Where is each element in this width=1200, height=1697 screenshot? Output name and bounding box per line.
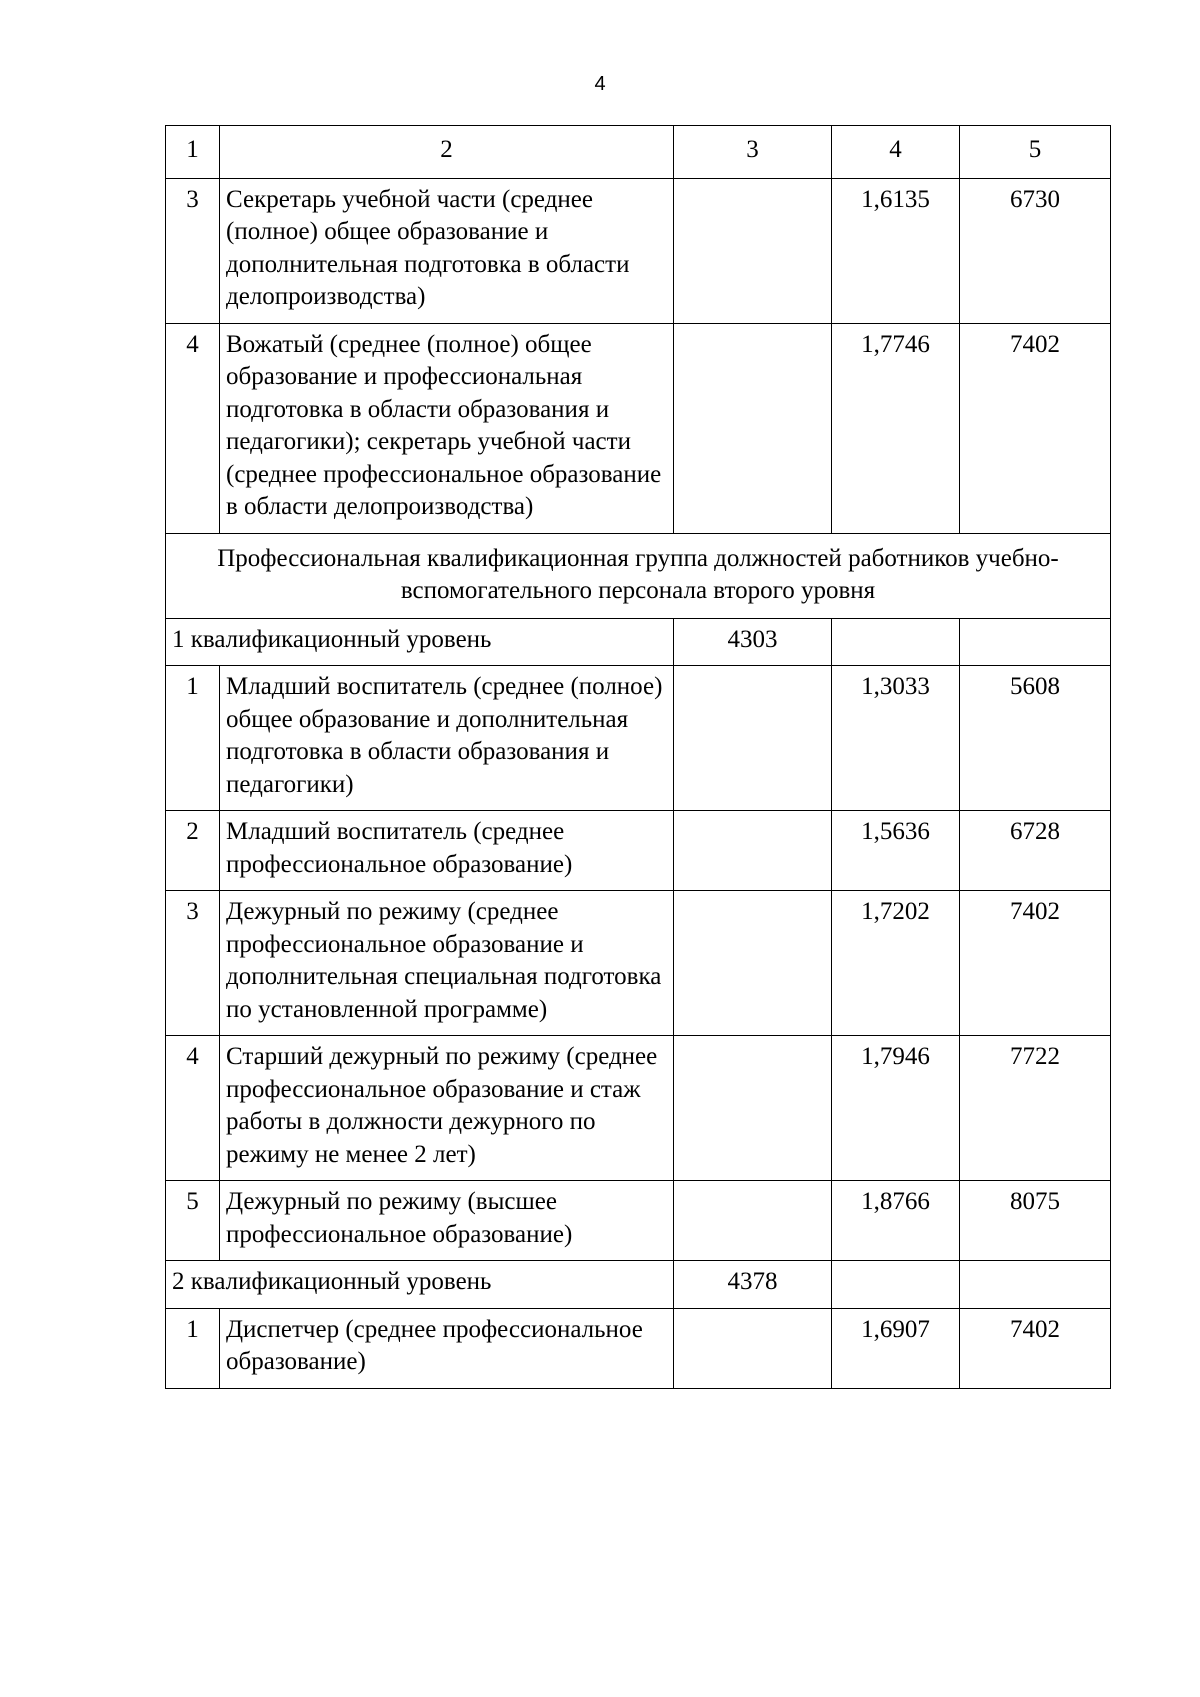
row-number: 5 [166,1181,220,1261]
position-description: Дежурный по режиму (высшее профессиональное образование) [220,1181,674,1261]
qualification-level-row [166,618,1111,666]
base-salary-cell [674,323,832,533]
empty-cell [960,1261,1111,1309]
table-row [166,1181,1111,1261]
base-salary-cell [674,178,832,323]
row-number: 1 [166,1308,220,1388]
salary-cell: 6728 [960,811,1111,891]
column-header: 2 [220,126,674,179]
table-header-row [166,126,1111,179]
salary-cell: 7402 [960,323,1111,533]
salary-cell: 7402 [960,891,1111,1036]
page-number: 4 [594,73,606,95]
salary-cell: 7722 [960,1036,1111,1181]
table-row [166,1036,1111,1181]
base-salary-cell [674,1181,832,1261]
coefficient-cell: 1,3033 [832,666,960,811]
position-description: Младший воспитатель (среднее профессиональное образование) [220,811,674,891]
salary-cell: 5608 [960,666,1111,811]
qualification-level-base: 4303 [674,618,832,666]
salary-table [165,125,1111,1389]
salary-cell: 6730 [960,178,1111,323]
qualification-level-row [166,1261,1111,1309]
position-description: Старший дежурный по режиму (среднее профессиональное образование и стаж работы в должности дежурного по режиму не менее 2 лет) [220,1036,674,1181]
row-number: 4 [166,1036,220,1181]
column-header: 3 [674,126,832,179]
position-description: Дежурный по режиму (среднее профессиональное образование и дополнительная специальная подготовка по установленной программе) [220,891,674,1036]
qualification-level-label: 1 квалификационный уровень [166,618,674,666]
table-row [166,323,1111,533]
table-row [166,178,1111,323]
column-header: 1 [166,126,220,179]
base-salary-cell [674,666,832,811]
position-description: Вожатый (среднее (полное) общее образование и профессиональная подготовка в области образования и педагогики); секретарь учебной части (среднее профессиональное образование в области делопроизводства) [220,323,674,533]
coefficient-cell: 1,7202 [832,891,960,1036]
salary-cell: 7402 [960,1308,1111,1388]
group-title: Профессиональная квалификационная группа должностей работников учебно-вспомогательного персонала второго уровня [166,533,1111,618]
coefficient-cell: 1,7746 [832,323,960,533]
position-description: Секретарь учебной части (среднее (полное) общее образование и дополнительная подготовка в области делопроизводства) [220,178,674,323]
row-number: 4 [166,323,220,533]
base-salary-cell [674,1036,832,1181]
base-salary-cell [674,1308,832,1388]
base-salary-cell [674,891,832,1036]
coefficient-cell: 1,6907 [832,1308,960,1388]
row-number: 3 [166,178,220,323]
table-row [166,1308,1111,1388]
row-number: 3 [166,891,220,1036]
table-row [166,666,1111,811]
row-number: 1 [166,666,220,811]
coefficient-cell: 1,6135 [832,178,960,323]
empty-cell [960,618,1111,666]
coefficient-cell: 1,5636 [832,811,960,891]
column-header: 5 [960,126,1111,179]
table-row [166,891,1111,1036]
position-description: Диспетчер (среднее профессиональное образование) [220,1308,674,1388]
coefficient-cell: 1,7946 [832,1036,960,1181]
column-header: 4 [832,126,960,179]
table-row [166,811,1111,891]
row-number: 2 [166,811,220,891]
qualification-level-base: 4378 [674,1261,832,1309]
base-salary-cell [674,811,832,891]
group-title-row [166,533,1111,618]
salary-cell: 8075 [960,1181,1111,1261]
coefficient-cell: 1,8766 [832,1181,960,1261]
empty-cell [832,618,960,666]
empty-cell [832,1261,960,1309]
position-description: Младший воспитатель (среднее (полное) общее образование и дополнительная подготовка в области образования и педагогики) [220,666,674,811]
qualification-level-label: 2 квалификационный уровень [166,1261,674,1309]
